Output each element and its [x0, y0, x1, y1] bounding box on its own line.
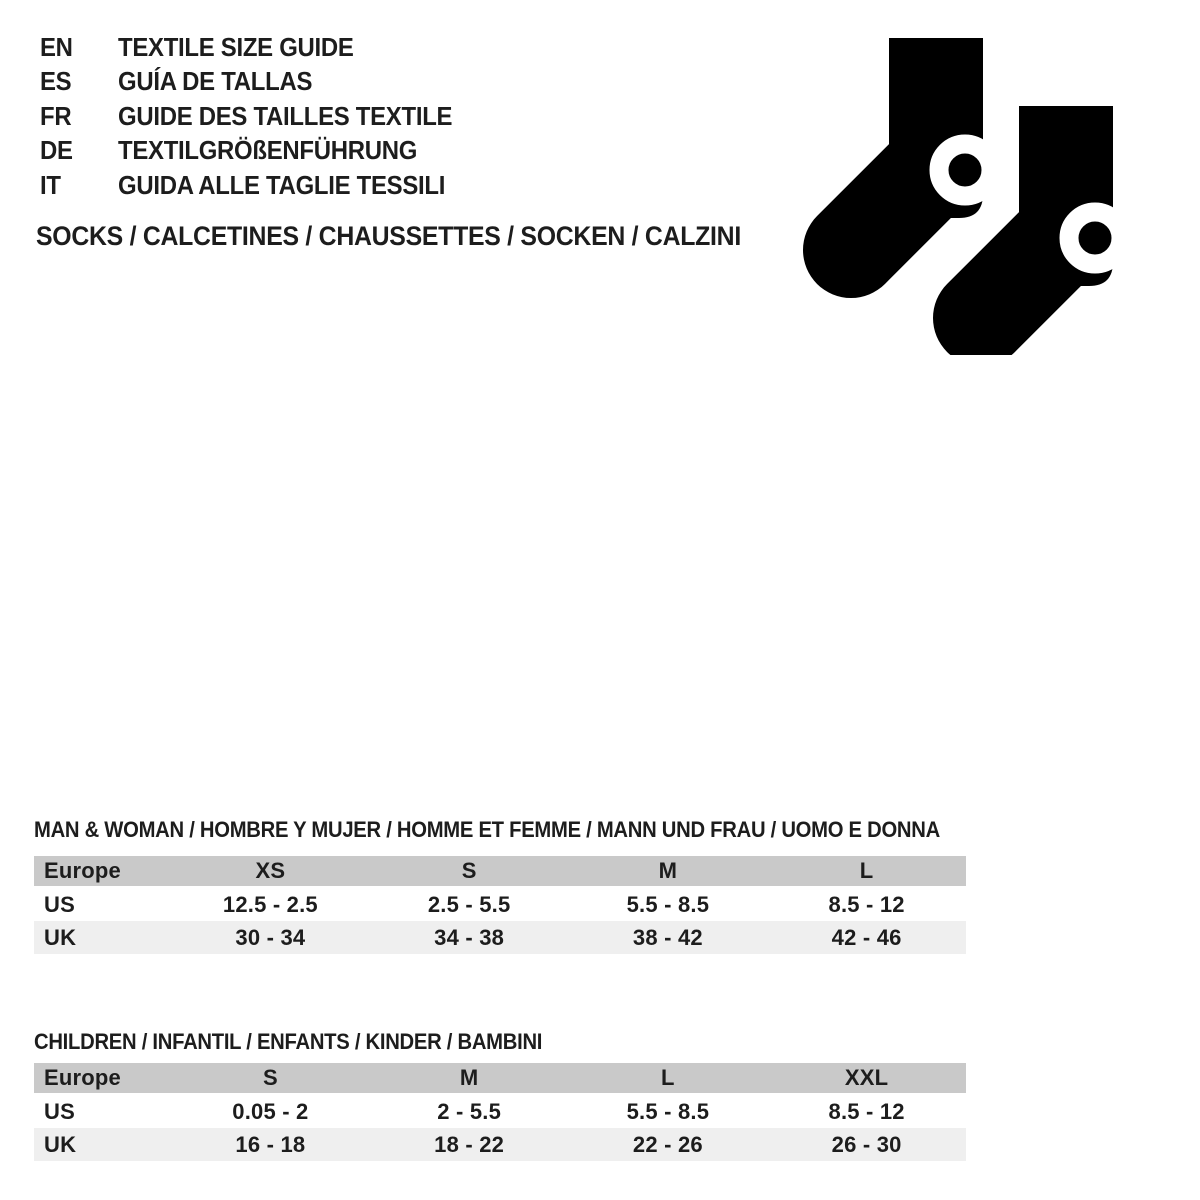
column-header: S: [461, 858, 477, 883]
row-label: UK: [44, 1131, 77, 1157]
size-cell: 30 - 34: [235, 924, 306, 950]
column-header: XXL: [844, 1065, 889, 1090]
table-title-children: CHILDREN / INFANTIL / ENFANTS / KINDER / BAMBINI: [34, 1029, 543, 1054]
size-cell: 12.5 - 2.5: [222, 891, 318, 917]
language-code: IT: [40, 169, 61, 200]
table-row: [34, 1128, 966, 1161]
list-item: [40, 99, 481, 134]
row-label: US: [44, 891, 75, 917]
socks-icon: [800, 25, 1120, 355]
language-guide-title: TEXTILE SIZE GUIDE: [118, 31, 354, 62]
table-row: [34, 888, 966, 921]
size-cell: 2.5 - 5.5: [427, 891, 511, 917]
column-header: M: [658, 858, 678, 883]
column-header: L: [661, 1065, 675, 1090]
row-label: US: [44, 1098, 75, 1124]
size-cell: 8.5 - 12: [828, 891, 905, 917]
column-header: XS: [255, 858, 286, 883]
language-guide-title: GUIDE DES TAILLES TEXTILE: [118, 100, 453, 131]
language-code: FR: [40, 100, 72, 131]
list-item: [40, 134, 481, 169]
column-header: L: [859, 858, 874, 883]
column-header: M: [459, 1065, 479, 1090]
table-header-row: [34, 856, 966, 888]
language-code: ES: [40, 66, 72, 97]
language-guide-list: [40, 30, 481, 203]
language-guide-title: GUÍA DE TALLAS: [118, 66, 313, 97]
size-cell: 38 - 42: [632, 924, 703, 950]
language-code: EN: [40, 31, 73, 62]
sock-left-shape: [851, 38, 991, 250]
list-item: [40, 30, 481, 65]
size-cell: 5.5 - 8.5: [626, 891, 710, 917]
size-cell: 42 - 46: [831, 924, 902, 950]
size-cell: 18 - 22: [434, 1131, 505, 1157]
table-row: [34, 921, 966, 954]
category-title: SOCKS / CALCETINES / CHAUSSETTES / SOCKEN / CALZINI: [36, 221, 741, 251]
size-cell: 8.5 - 12: [828, 1098, 905, 1124]
row-label: UK: [44, 924, 77, 950]
size-cell: 5.5 - 8.5: [626, 1098, 710, 1124]
language-guide-title: GUIDA ALLE TAGLIE TESSILI: [118, 169, 446, 200]
table-title-man-woman: MAN & WOMAN / HOMBRE Y MUJER / HOMME ET FEMME / MANN UND FRAU / UOMO E DONNA: [34, 817, 940, 842]
size-cell: 22 - 26: [632, 1131, 703, 1157]
column-header: S: [262, 1065, 278, 1090]
size-cell: 0.05 - 2: [232, 1098, 309, 1124]
column-header: Europe: [44, 1065, 121, 1090]
column-header: Europe: [44, 858, 121, 883]
size-table-children: [34, 1063, 966, 1161]
language-guide-title: TEXTILGRÖßENFÜHRUNG: [118, 135, 418, 166]
size-cell: 2 - 5.5: [437, 1098, 502, 1124]
sock-right-shape: [981, 106, 1120, 318]
list-item: [40, 168, 481, 203]
list-item: [40, 65, 481, 100]
size-cell: 26 - 30: [831, 1131, 902, 1157]
size-table-man-woman: [34, 856, 966, 954]
size-cell: 34 - 38: [434, 924, 505, 950]
table-row: [34, 1095, 966, 1128]
table-header-row: [34, 1063, 966, 1095]
size-cell: 16 - 18: [235, 1131, 306, 1157]
language-code: DE: [40, 135, 73, 166]
